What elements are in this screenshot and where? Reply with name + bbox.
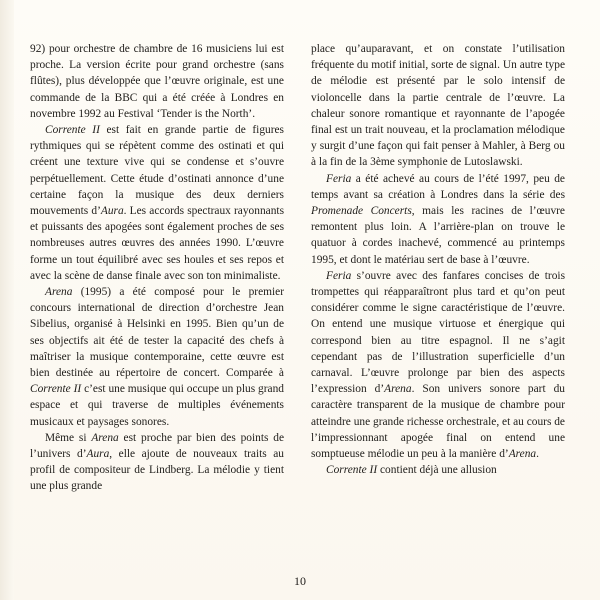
text-segment: , mais les racines de l’œuvre remontent plus loin. A l’arrière-plan on trouve le quatuor à cordes inachevé, commencé au printemps 1995, et dont le matériau sert de base à l’œuvre. [311, 205, 565, 266]
text-segment: (1995) a été composé pour le premier concours international de direction d’orchestre Jean Sibelius, organisé à Helsinki en 1995. Bien qu’un de ses objectifs ait été de tester la capacité des chefs à maîtriser la musique contemporaine, cette œuvre est bien destinée au répertoire de concert. Comparée à [30, 286, 284, 380]
text-segment: a été achevé au cours de l’été 1997, peu de temps avant sa création à Londres dans la série des [311, 172, 565, 201]
work-title-italic: Arena [91, 431, 119, 444]
text-segment: place qu’auparavant, et on constate l’utilisation fréquente du motif initial, sorte de signal. Un autre type de mélodie est présenté par le solo intensif de violoncelle dans la partie centrale de l’œuvre. La chaleur sonore romantique et rayonnante de l’apogée final est un trait nouveau, et la proclamation mélodique y surgit d’une façon qui fait penser à Mahler, à Berg ou à la fin de la 3ème symphonie de Lutoslawski. [311, 43, 565, 169]
paragraph [311, 171, 565, 268]
text-segment: s’ouvre avec des fanfares concises de trois trompettes qui réapparaîtront plus tard et qu’on peut considérer comme le signe caractéristique de l’œuvre. On entend une musique virtuose et énergique qui correspond bien au titre espagnol. Il ne s’agit cependant pas de l’illustration superficielle d’un carnaval. L’œuvre prolonge par bien des aspects l’expression d’ [311, 269, 565, 396]
right-text-column [311, 41, 565, 478]
work-title-italic: Arena [45, 286, 73, 299]
text-segment: contient déjà une allusion [377, 464, 497, 477]
text-segment: Même si [45, 431, 92, 444]
text-segment: est proche par bien des points de l’univers d’ [30, 431, 284, 461]
page-number: 10 [294, 574, 306, 588]
left-text-column [30, 41, 284, 495]
series-title-italic: Promenade Concerts [311, 205, 412, 218]
paragraph [311, 41, 565, 171]
paragraph [311, 268, 565, 462]
paragraph [30, 122, 284, 284]
paragraph [311, 462, 565, 478]
work-title-italic: Aura [100, 205, 124, 218]
work-title-italic: Corrente II [45, 124, 100, 137]
work-title-italic: Feria [326, 172, 352, 185]
work-title-italic: Feria [326, 269, 352, 282]
text-segment: c’est une musique qui occupe un plus grand espace et qui traverse de multiples événements musicaux et paysages sonores. [30, 383, 284, 428]
work-title-italic: Arena [508, 448, 537, 461]
text-segment: . Son univers sonore part du caractère transparent de la musique de chambre pour atteindre une grande richesse orchestrale, et au cours de l’impressionnant apogée final on entend une somptueuse mélodie un peu à la manière d’ [311, 383, 565, 461]
work-title-italic: Corrente II [326, 464, 378, 477]
text-segment: . Les accords spectraux rayonnants et puissants des apogées sont également proches de ses nombreuses autres œuvres des années 1990. L’œuvre forme un tout équilibré avec ses houles et ses repos et avec la scène de danse finale avec son ton minimaliste. [30, 205, 284, 282]
paragraph [30, 284, 284, 430]
text-segment: est fait en grande partie de figures rythmiques qui se répètent comme des ostinati et qui créent une texture vive qui se condense et s’ouvre perpétuellement. Cette étude d’ostinati annonce d’une certaine façon la musique des deux derniers mouvements d’ [30, 124, 284, 218]
text-segment: 92) pour orchestre de chambre de 16 musiciens lui est proche. La version écrite pour grand orchestre (sans flûtes), plus développée que l’œuvre originale, est une commande de la BBC qui a été créée à Londres en novembre 1992 au Festival ‘Tender is the North’. [30, 43, 284, 120]
work-title-italic: Corrente II [30, 383, 82, 396]
paragraph [30, 430, 284, 495]
work-title-italic: Aura [86, 448, 110, 461]
text-segment: , elle ajoute de nouveaux traits au profil de compositeur de Lindberg. La mélodie y tient une plus grande [30, 448, 284, 493]
work-title-italic: Arena [384, 383, 412, 396]
text-segment: . [536, 448, 539, 461]
page-gutter-shadow [0, 0, 14, 600]
paragraph [30, 41, 284, 122]
